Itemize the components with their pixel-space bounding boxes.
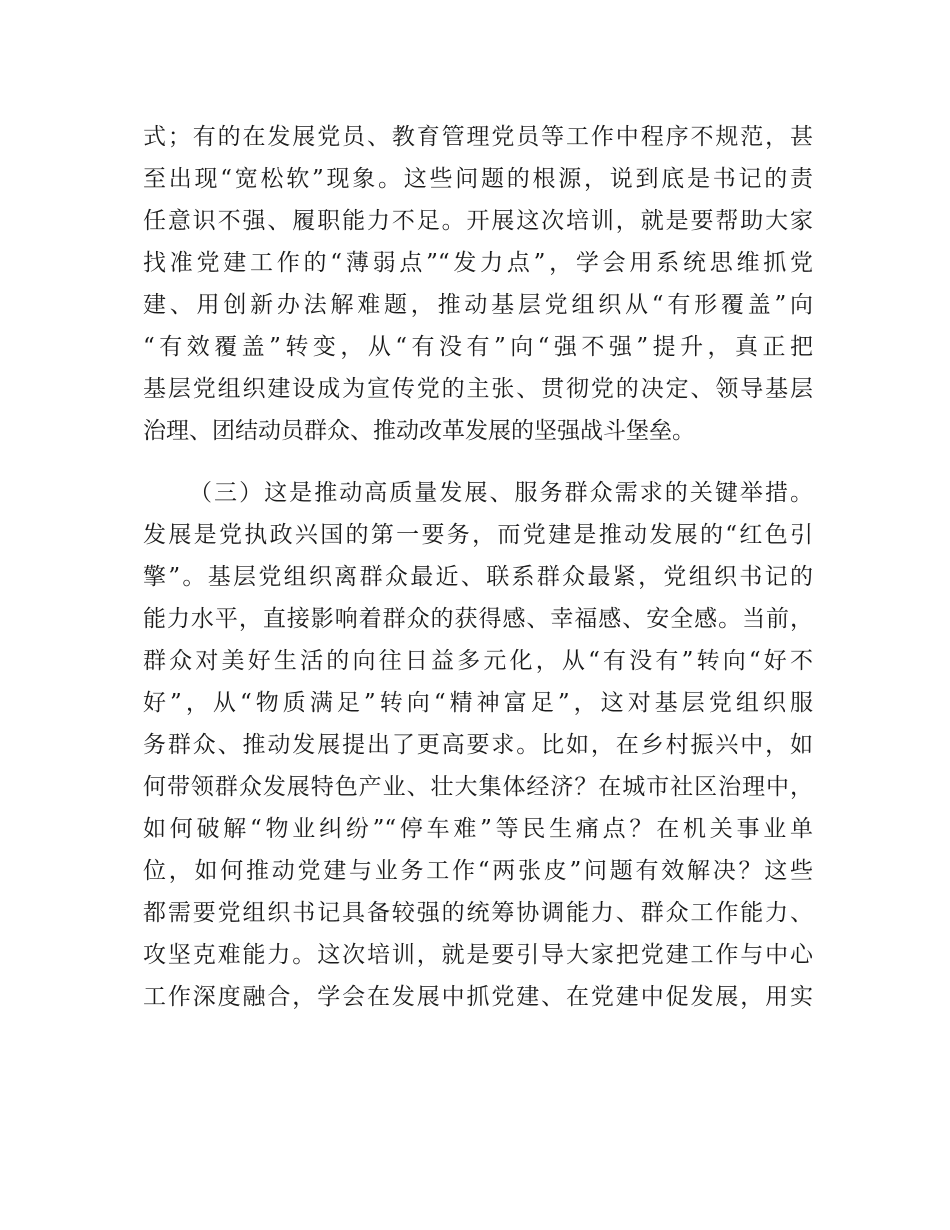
paragraph-1-line-3: 任意识不强、履职能力不足。开展这次培训，就是要帮助大家 [143,208,813,234]
paragraph-2-line-10: 位，如何推动党建与业务工作“两张皮”问题有效解决？这些 [143,858,813,884]
paragraph-2-line-9: 如何破解“物业纠纷”“停车难”等民生痛点？在机关事业单 [143,816,813,842]
paragraph-2-line-7: 务群众、推动发展提出了更高要求。比如，在乡村振兴中，如 [143,732,813,758]
paragraph-1-line-2: 至出现“宽松软”现象。这些问题的根源，说到底是书记的责 [143,166,813,192]
paragraph-2-line-4: 能力水平，直接影响着群众的获得感、幸福感、安全感。当前， [143,606,813,632]
paragraph-1-line-8: 治理、团结动员群众、推动改革发展的坚强战斗堡垒。 [143,418,695,444]
paragraph-1-line-7: 基层党组织建设成为宣传党的主张、贯彻党的决定、领导基层 [143,376,813,402]
paragraph-1-line-1: 式；有的在发展党员、教育管理党员等工作中程序不规范，甚 [143,124,813,150]
paragraph-2-line-8: 何带领群众发展特色产业、壮大集体经济？在城市社区治理中， [143,774,813,800]
paragraph-2-line-13: 工作深度融合，学会在发展中抓党建、在党建中促发展，用实 [143,984,813,1010]
paragraph-2-line-6: 好”，从“物质满足”转向“精神富足”，这对基层党组织服 [143,690,813,716]
paragraph-2-line-11: 都需要党组织书记具备较强的统筹协调能力、群众工作能力、 [143,900,813,926]
paragraph-1-line-6: “有效覆盖”转变，从“有没有”向“强不强”提升，真正把 [143,334,813,360]
paragraph-2-line-5: 群众对美好生活的向往日益多元化，从“有没有”转向“好不 [143,648,813,674]
paragraph-1-line-5: 建、用创新办法解难题，推动基层党组织从“有形覆盖”向 [143,292,813,318]
paragraph-2-line-2: 发展是党执政兴国的第一要务，而党建是推动发展的“红色引 [143,522,813,548]
paragraph-2-line-3: 擎”。基层党组织离群众最近、联系群众最紧，党组织书记的 [143,564,813,590]
section-heading-three: （三）这是推动高质量发展、服务群众需求的关键举措。 [189,480,813,506]
paragraph-1-line-4: 找准党建工作的“薄弱点”“发力点”，学会用系统思维抓党 [143,250,813,276]
paragraph-2-line-12: 攻坚克难能力。这次培训，就是要引导大家把党建工作与中心 [143,942,813,968]
